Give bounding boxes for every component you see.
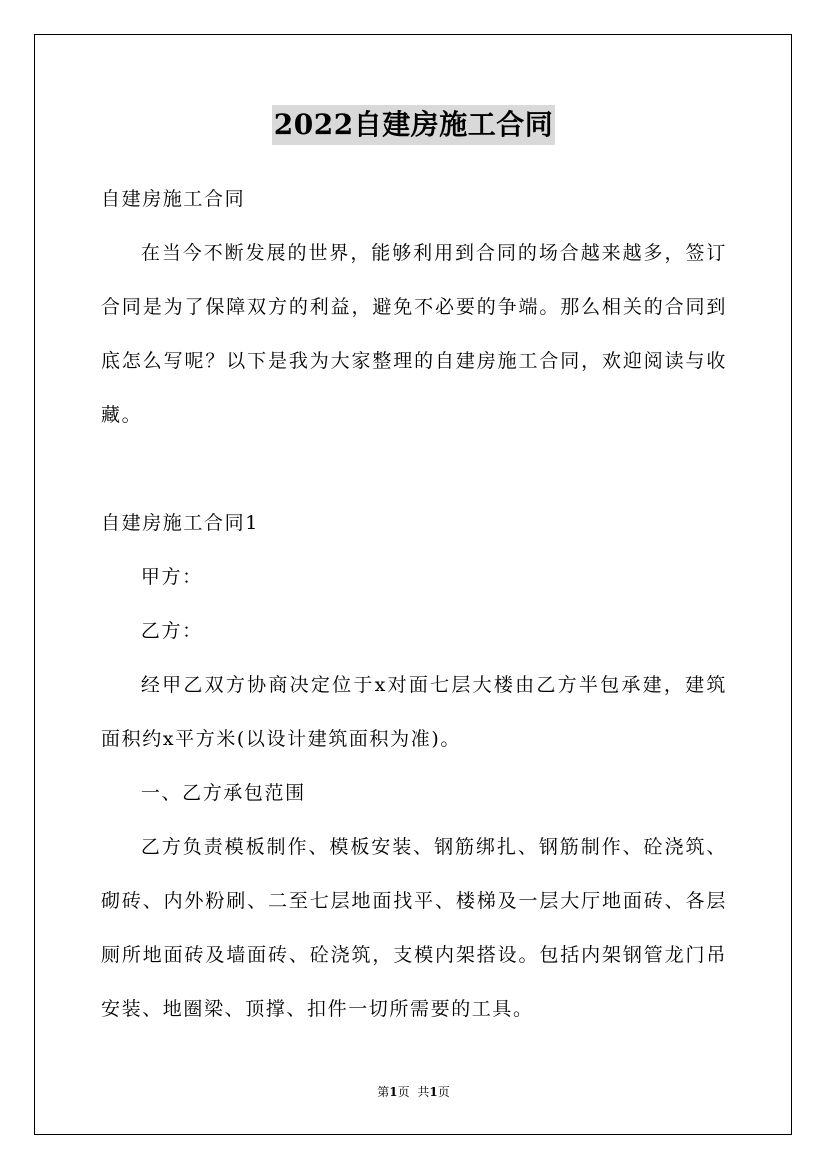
party-b-line: 乙方：	[140, 620, 203, 642]
footer-page-suffix: 页	[397, 1085, 410, 1099]
footer-total-suffix: 页	[437, 1085, 450, 1099]
subtitle: 自建房施工合同	[101, 188, 246, 210]
clause-body: 乙方负责模板制作、模板安装、钢筋绑扎、钢筋制作、砼浇筑、砌砖、内外粉刷、二至七层地面找平、楼梯及一层大厅地面砖、各层厕所地面砖及墙面砖、砼浇筑，支模内架搭设。包括内架钢管龙门吊安装、地圈梁、顶撑、扣件一切所需要的工具。	[101, 836, 727, 1020]
section-heading: 自建房施工合同1	[101, 512, 259, 534]
title-text: 2022自建房施工合同	[272, 105, 555, 145]
clause-heading: 一、乙方承包范围	[140, 782, 306, 804]
footer-page-prefix: 第	[377, 1085, 390, 1099]
footer-page-number: 1	[389, 1085, 398, 1099]
intro-paragraph: 在当今不断发展的世界，能够利用到合同的场合越来越多，签订合同是为了保障双方的利益，避免不必要的争端。那么相关的合同到底怎么写呢？以下是我为大家整理的自建房施工合同，欢迎阅读与收藏。	[101, 242, 727, 426]
page-footer	[0, 1083, 827, 1101]
party-a-line: 甲方：	[140, 566, 203, 588]
footer-total-number: 1	[429, 1085, 438, 1099]
blank-line	[101, 442, 727, 496]
document-title	[0, 104, 827, 145]
document-body	[101, 172, 727, 1036]
footer-total-prefix: 共	[417, 1085, 430, 1099]
agreement-paragraph: 经甲乙双方协商决定位于x对面七层大楼由乙方半包承建，建筑面积约x平方米(以设计建筑面积为准)。	[101, 674, 727, 750]
